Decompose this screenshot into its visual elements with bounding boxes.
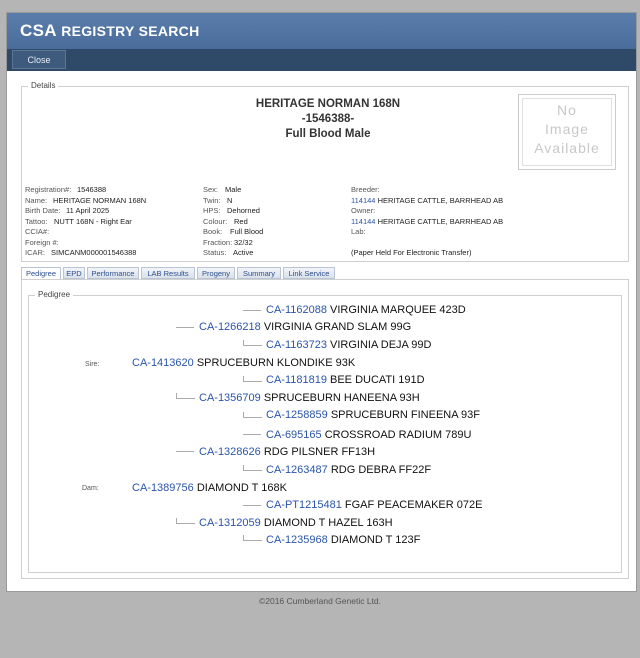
toolbar xyxy=(7,49,636,71)
breeder-label: Breeder: xyxy=(351,185,380,194)
owner-link[interactable]: 114144 xyxy=(351,216,376,226)
owner-value: 114144 HERITAGE CATTLE, BARRHEAD AB xyxy=(351,216,504,226)
animal-type: Full Blood Male xyxy=(285,128,371,140)
pedigree-id-link[interactable]: CA-695165 xyxy=(266,429,322,441)
close-button[interactable]: Close xyxy=(12,50,66,69)
pedigree-id-link[interactable]: CA-1328626 xyxy=(199,446,261,458)
registry-window xyxy=(6,12,637,592)
pedigree-connector xyxy=(176,451,194,452)
top-strip xyxy=(0,0,640,12)
pedigree-id-link[interactable]: CA-1162088 xyxy=(266,304,327,316)
details-legend: Details xyxy=(28,81,58,90)
title-bar xyxy=(7,13,636,49)
pedigree-entry-sss: CA-1162088 VIRGINIA MARQUEE 423D xyxy=(266,304,466,316)
animal-reg-number: -1546388- xyxy=(301,113,355,125)
tab-pedigree[interactable]: Pedigree xyxy=(21,267,61,280)
pedigree-connector xyxy=(243,465,262,471)
lab-label: Lab: xyxy=(351,227,366,236)
pedigree-tab-panel xyxy=(21,279,629,579)
pedigree-entry-ssd: CA-1163723 VIRGINIA DEJA 99D xyxy=(266,339,432,351)
pedigree-connector xyxy=(176,393,195,399)
tab-summary[interactable]: Summary xyxy=(237,267,281,279)
pedigree-id-link[interactable]: CA-1356709 xyxy=(199,392,261,404)
breeder-value: 114144 HERITAGE CATTLE, BARRHEAD AB xyxy=(351,195,504,205)
dam-label: Dam: xyxy=(82,485,99,492)
details-right-column xyxy=(351,185,503,259)
pedigree-entry-sd: CA-1356709 SPRUCEBURN HANEENA 93H xyxy=(199,392,420,404)
tab-progeny[interactable]: Progeny xyxy=(197,267,235,279)
pedigree-entry-ss: CA-1266218 VIRGINIA GRAND SLAM 99G xyxy=(199,321,412,333)
app-title: CSA REGISTRY SEARCH xyxy=(20,21,200,40)
sire-label: Sire: xyxy=(85,361,100,368)
pedigree-legend: Pedigree xyxy=(35,290,73,299)
pedigree-connector xyxy=(176,327,194,328)
pedigree-entry-sdd: CA-1258859 SPRUCEBURN FINEENA 93F xyxy=(266,409,480,421)
pedigree-entry-dd: CA-1312059 DIAMOND T HAZEL 163H xyxy=(199,517,393,529)
pedigree-id-link[interactable]: CA-1235968 xyxy=(266,534,328,546)
pedigree-id-link[interactable]: CA-1413620 xyxy=(132,357,194,369)
pedigree-entry-ds: CA-1328626 RDG PILSNER FF13H xyxy=(199,446,376,458)
pedigree-connector xyxy=(243,376,262,382)
pedigree-entry-dam: CA-1389756 DIAMOND T 168K xyxy=(132,482,287,494)
paper-note: (Paper Held For Electronic Transfer) xyxy=(351,248,472,257)
footer-copyright: ©2016 Cumberland Genetic Ltd. xyxy=(258,596,382,606)
pedigree-id-link[interactable]: CA-1389756 xyxy=(132,482,194,494)
pedigree-entry-dsd: CA-1263487 RDG DEBRA FF22F xyxy=(266,464,432,476)
tab-performance[interactable]: Performance xyxy=(87,267,139,279)
animal-heading xyxy=(208,97,448,142)
no-image-placeholder: No Image Available xyxy=(518,94,616,170)
pedigree-entry-sire: CA-1413620 SPRUCEBURN KLONDIKE 93K xyxy=(132,357,356,369)
breeder-link[interactable]: 114144 xyxy=(351,195,376,205)
pedigree-entry-dds: CA-PT1215481 FGAF PEACEMAKER 072E xyxy=(266,499,483,511)
owner-label: Owner: xyxy=(351,206,376,215)
pedigree-id-link[interactable]: CA-1263487 xyxy=(266,464,328,476)
pedigree-connector xyxy=(176,518,195,524)
tab-lab-results[interactable]: LAB Results xyxy=(141,267,195,279)
pedigree-id-link[interactable]: CA-1266218 xyxy=(199,321,261,333)
pedigree-panel xyxy=(28,290,622,573)
details-mid-column: Sex: Male Twin: N HPS: Dehorned Colour: Red Book: Full Blood Fraction: 32/32 Status: Active xyxy=(203,185,264,257)
pedigree-entry-ddd: CA-1235968 DIAMOND T 123F xyxy=(266,534,421,546)
pedigree-id-link[interactable]: CA-1181819 xyxy=(266,374,327,386)
details-left-column: Registration#: 1546388 Name: HERITAGE NORMAN 168N Birth Date: 11 April 2025 Tattoo: NUTT 168N - Right Ear CCIA#: Foreign #: ICAR: SIMCANM000001546388 xyxy=(25,185,147,257)
tab-link-service[interactable]: Link Service xyxy=(283,267,335,279)
pedigree-connector xyxy=(243,340,262,346)
pedigree-id-link[interactable]: CA-1163723 xyxy=(266,339,327,351)
pedigree-connector xyxy=(243,535,262,541)
pedigree-connector xyxy=(243,310,261,311)
pedigree-connector xyxy=(243,412,262,418)
pedigree-id-link[interactable]: CA-1312059 xyxy=(199,517,261,529)
pedigree-entry-sds: CA-1181819 BEE DUCATI 191D xyxy=(266,374,425,386)
animal-name: HERITAGE NORMAN 168N xyxy=(255,98,401,110)
details-panel xyxy=(21,81,629,262)
pedigree-connector xyxy=(243,434,261,435)
pedigree-entry-dss: CA-695165 CROSSROAD RADIUM 789U xyxy=(266,429,472,441)
pedigree-id-link[interactable]: CA-1258859 xyxy=(266,409,328,421)
tab-epd[interactable]: EPD xyxy=(63,267,85,279)
pedigree-connector xyxy=(243,505,261,506)
pedigree-id-link[interactable]: CA-PT1215481 xyxy=(266,499,342,511)
